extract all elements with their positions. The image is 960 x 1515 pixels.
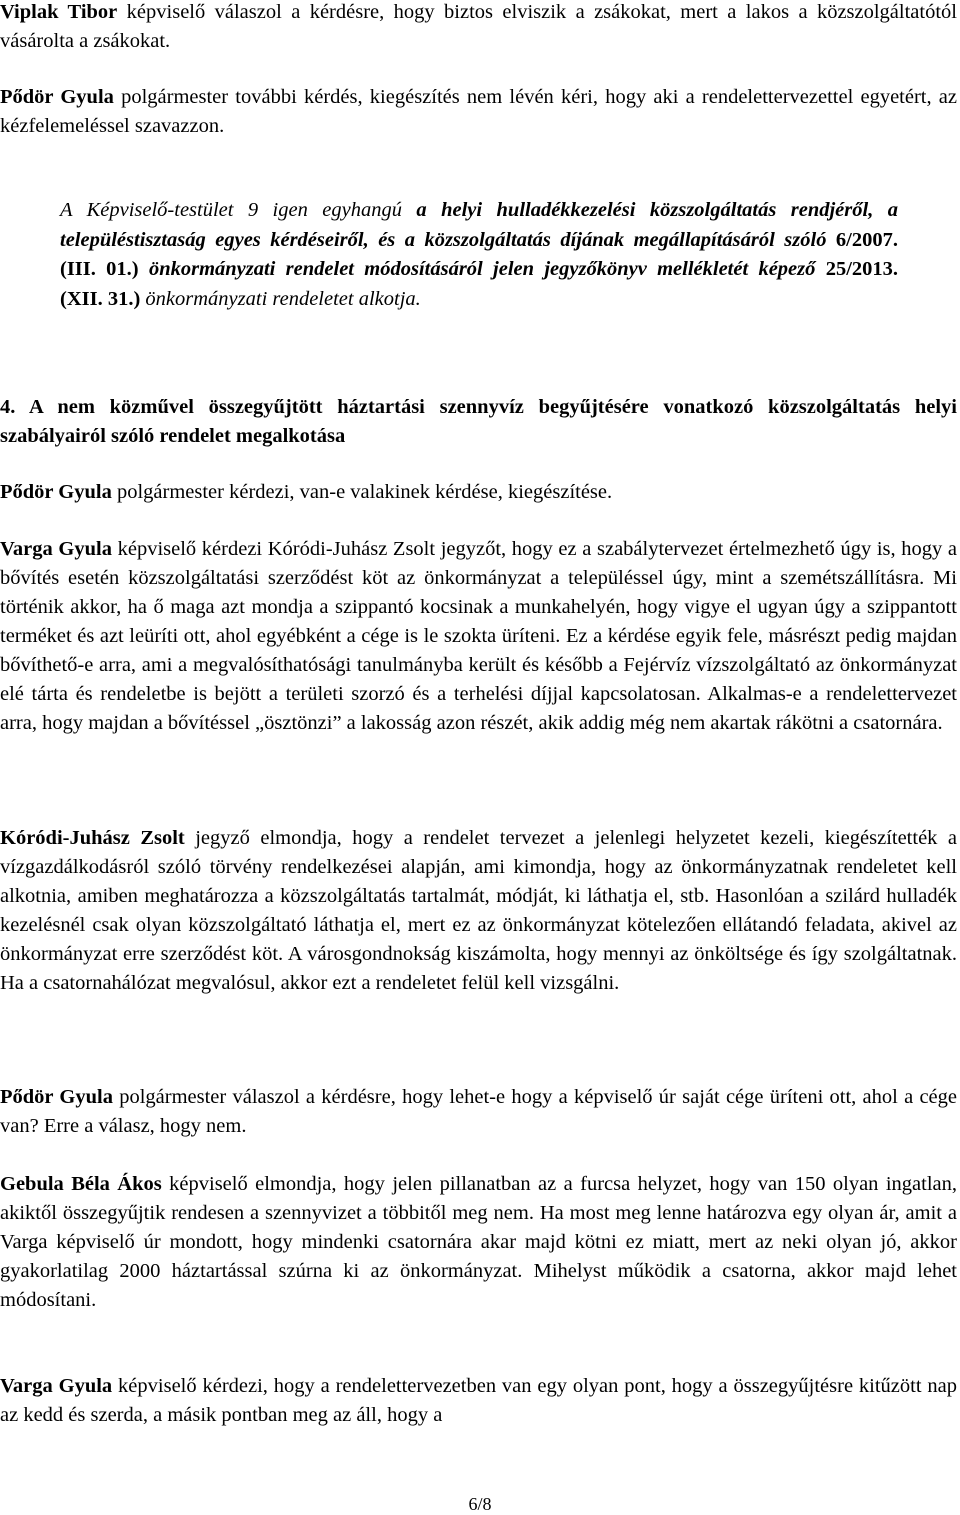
paragraph-korodi — [0, 824, 957, 998]
paragraph-text: jegyző elmondja, hogy a rendelet tervezet a jelenlegi helyzetet kezeli, kiegészítették a vízgazdálkodásról szóló törvény rendelkezései alapján, ami kimondja, hogy az önkormányzatnak rendeletet kell alkotnia, amiben meghatározza a közszolgáltatás tartalmát, módját, ki láthatja el, stb. Hasonlóan a szilárd hulladék kezelésnél csak olyan közszolgáltató láthatja el, mert ez az önkormányzat kötelezően ellátandó feladata, akivel az önkormányzat erre szerződést köt. A városgondnokság kiszámolta, hogy mennyi az önköltsége és így szolgáltatnak. Ha a csatornahálózat megvalósul, akkor ezt a rendeletet felül kell vizsgálni. — [0, 827, 957, 994]
paragraph-text: képviselő elmondja, hogy jelen pillanatban az a furcsa helyzet, hogy van 150 olyan ingatlan, akiktől összegyűjtik rendesen a szennyvizet a többitől meg nem. Ha most meg lenne határozva egy olyan ár, amit a Varga képviselő úr mondott, hogy mindenki csatornára akar majd kötni ez miatt, mert az neki olyan jó, akkor gyakorlatilag 2000 háztartással szúrna ki az önkormányzat. Mihelyst működik a csatorna, akkor majd lehet módosítani. — [0, 1173, 957, 1311]
page-number: 6/8 — [468, 1494, 492, 1514]
paragraph-text: polgármester válaszol a kérdésre, hogy lehet-e hogy a képviselő úr saját cége üríteni ott, ahol a cége van? Erre a válasz, hogy nem. — [0, 1086, 957, 1137]
decision-mid: önkormányzati rendelet módosításáról jelen jegyzőkönyv mellékletét képező — [148, 258, 816, 280]
paragraph-text: képviselő válaszol a kérdésre, hogy biztos elviszik a zsákokat, mert a lakos a közszolgáltatótól vásárolta a zsákokat. — [0, 1, 957, 52]
speaker-name: Viplak Tibor — [0, 1, 118, 23]
decision-ref-new: 25/2013. (XII. 31.) — [60, 258, 899, 310]
paragraph-podor-vote — [0, 83, 957, 141]
paragraph-varga-2 — [0, 1372, 957, 1430]
speaker-name: Pődör Gyula — [0, 1086, 113, 1108]
paragraph-text: képviselő kérdezi, hogy a rendelettervezetben van egy olyan pont, hogy a összegyűjtésre kitűzött nap az kedd és szerda, a másik pontban meg az áll, hogy a — [0, 1375, 957, 1426]
speaker-name: Kóródi-Juhász Zsolt — [0, 827, 185, 849]
speaker-name: Gebula Béla Ákos — [0, 1173, 162, 1195]
speaker-name: Pődör Gyula — [0, 86, 114, 108]
decision-ref-old: 6/2007. (III. 01.) — [60, 228, 898, 280]
speaker-name: Varga Gyula — [0, 1375, 113, 1397]
speaker-name: Pődör Gyula — [0, 481, 112, 503]
council-decision — [60, 196, 898, 314]
decision-intro: A Képviselő-testület 9 igen egyhangú — [60, 199, 402, 221]
paragraph-text: polgármester kérdezi, van-e valakinek kérdése, kiegészítése. — [116, 481, 613, 503]
paragraph-podor-question — [0, 478, 957, 507]
paragraph-podor-answer — [0, 1083, 957, 1141]
paragraph-viplak — [0, 0, 957, 56]
speaker-name: Varga Gyula — [0, 538, 112, 560]
decision-title: a helyi hulladékkezelési közszolgáltatás rendjéről, a településtisztaság egyes kérdéseiről, és a közszolgáltatás díjának megállapításáról szóló — [60, 199, 898, 251]
paragraph-varga-1 — [0, 535, 957, 738]
decision-end: önkormányzati rendeletet alkotja. — [145, 287, 421, 310]
paragraph-text: képviselő kérdezi Kóródi-Juhász Zsolt jegyzőt, hogy ez a szabálytervezet értelmezhető úgy is, hogy a bővítés esetén közszolgáltatási szerződést köt az önkormányzat a településsel úgy, mint a szemétszállításra. Mi történik akkor, ha ő maga azt mondja a szippantó kocsinak a munkahelyén, hogy vigye el ugyan úgy a szippantott terméket és azt leüríti ott, ahol egyébként a cége is le szokta üríteni. Ez a kérdése egyik fele, másrészt pedig majdan bővíthető-e arra, ami a megvalósíthatósági tanulmányba került és később a Fejérvíz vízszolgáltató az önkormányzat elé tárta és rendeletbe is bejött a területi szorzó és a terhelési díjjal kapcsolatosan. Alkalmas-e a rendelettervezet arra, hogy majdan a bővítéssel „ösztönzi” a lakosság azon részét, akik addig még nem akartak rákötni a csatornára. — [0, 538, 957, 734]
section-heading: 4. A nem közművel összegyűjtött háztartási szennyvíz begyűjtésére vonatkozó közszolgáltatás helyi szabályairól szóló rendelet megalkotása — [0, 396, 957, 447]
paragraph-gebula — [0, 1170, 957, 1315]
paragraph-text: polgármester további kérdés, kiegészítés nem lévén kéri, hogy aki a rendelettervezettel egyetért, az kézfelemeléssel szavazzon. — [0, 86, 957, 137]
